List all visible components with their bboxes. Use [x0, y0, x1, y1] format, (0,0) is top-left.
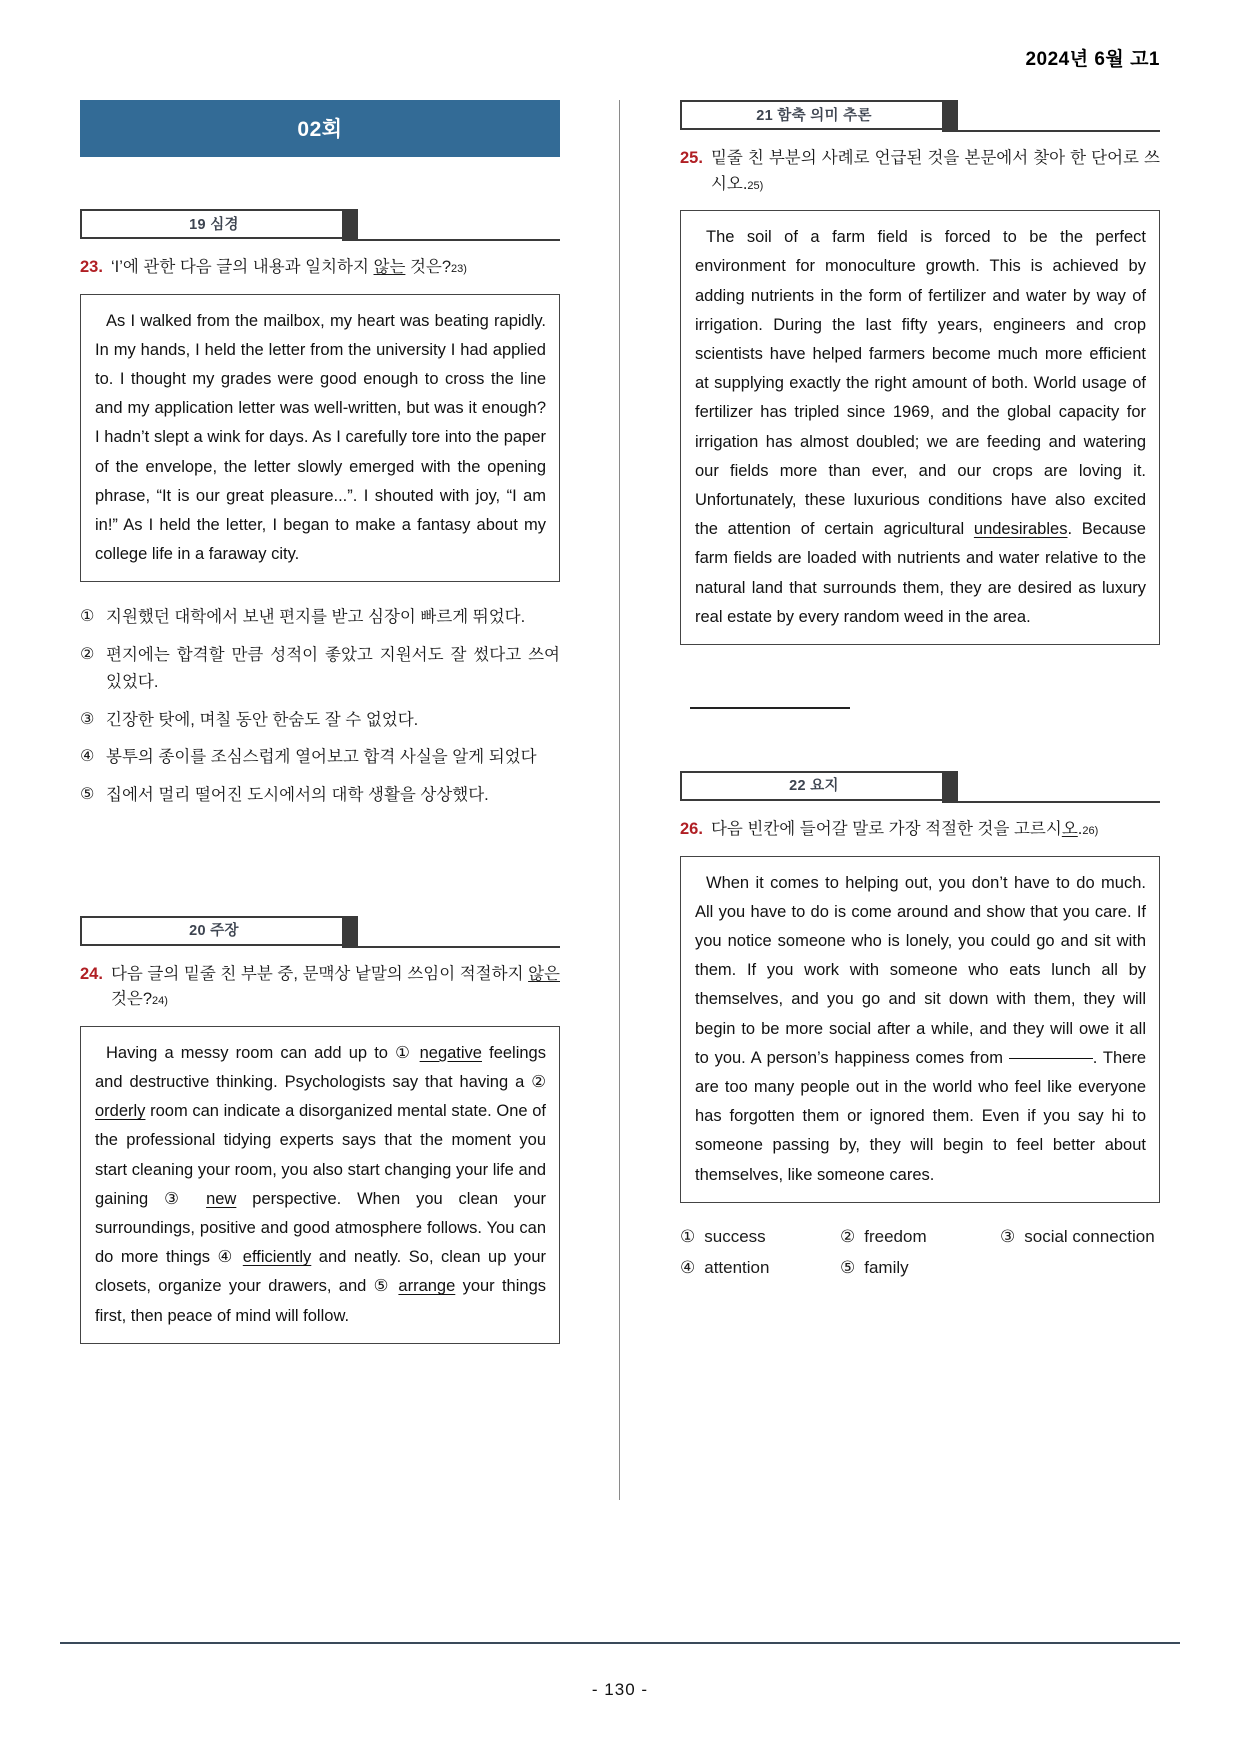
section-tag-block [342, 916, 358, 948]
choice-marker: ① [80, 608, 95, 626]
choice-item[interactable] [80, 707, 560, 734]
page-header-exam-info: 2024년 6월 고1 [1025, 49, 1160, 70]
section-tag-block [342, 209, 358, 241]
passage-box-24: Having a messy room can add up to ① negative feelings and destructive thinking. Psychologists say that having a ② orderly room can indicate a disorganized mental state. One of the professional tidying experts says that the moment you start cleaning your room, you also start changing your life and gaining ③ new perspective. When you clean your surroundings, positive and good atmosphere follows. You can do more things ④ efficiently and neatly. So, clean up your closets, organize your drawers, and ⑤ arrange your things first, then peace of mind will follow. [80, 1026, 560, 1344]
section-tag-rule [356, 946, 560, 948]
section-tag-19 [80, 209, 560, 243]
question-number: 23. [80, 258, 103, 276]
section-tag-block [942, 100, 958, 132]
passage-box-25: The soil of a farm field is forced to be the perfect environment for monoculture growth. This is achieved by adding nutrients in the form of fertilizer and water by way of irrigation. During the last fifty years, engineers and crop scientists have helped farmers become much more efficient at supplying exactly the right amount of both. World usage of fertilizer has tripled since 1969, and the global capacity for irrigation has almost doubled; we are feeding and watering our fields more than ever, and our crops are loving it. Unfortunately, these luxurious conditions have also excited the attention of certain agricultural undesirables. Because farm fields are loaded with nutrients and water relative to the natural land that surrounds them, they are desired as luxury real estate by every random weed in the area. [680, 210, 1160, 645]
question-text: 밑줄 친 부분의 사례로 언급된 것을 본문에서 찾아 한 단어로 쓰시오.25) [710, 149, 1160, 193]
question-prompt-23 [80, 255, 560, 281]
answer-write-line [690, 707, 850, 709]
passage-box-26: When it comes to helping out, you don’t have to do much. All you have to do is come around and show that you care. If you notice someone who is lonely, you could go and sit with them. If you work with someone who eats lunch all by themselves, and you go and sit down with them, they will begin to be more social after a while, and they will owe it all to you. A person’s happiness comes from . There are too many people out in the world who feel like everyone has forgotten them or ignored them. Even if you say hi to someone passing by, they will begin to feel better about themselves, like someone cares. [680, 856, 1160, 1203]
choice-marker: ⑤ [80, 785, 95, 803]
passage-box-23: As I walked from the mailbox, my heart was beating rapidly. In my hands, I held the letter from the university I had applied to. I thought my grades were good enough to cross the line and my application letter was well-written, but was it enough? I hadn’t slept a wink for days. As I carefully tore into the paper of the envelope, the letter slowly emerged with the opening phrase, “It is our great pleasure...”. I shouted with joy, “I am in!” As I held the letter, I began to make a fantasy about my college life in a faraway city. [80, 294, 560, 583]
section-tag-22 [680, 771, 1160, 805]
section-tag-label: 20 주장 [189, 923, 239, 940]
footer-rule [60, 1642, 1180, 1644]
choice-label: attention [704, 1258, 770, 1278]
choice-label: 편지에는 합격할 만큼 성적이 좋았고 지원서도 잘 썼다고 쓰여 있었다. [106, 646, 560, 691]
section-tag-box [680, 100, 948, 130]
section-tag-20 [80, 916, 560, 950]
round-banner: 02회 [80, 100, 560, 157]
section-tag-block [942, 771, 958, 803]
question-number: 25. [680, 149, 703, 167]
section-tag-rule [356, 239, 560, 241]
choice-label: 봉투의 종이를 조심스럽게 열어보고 합격 사실을 알게 되었다 [106, 748, 537, 767]
choice-label: social connection [1024, 1226, 1155, 1246]
question-text: 다음 빈칸에 들어갈 말로 가장 적절한 것을 고르시오.26) [710, 819, 1099, 838]
question-number: 26. [680, 819, 703, 838]
choice-item[interactable] [1000, 1221, 1155, 1252]
question-text: 다음 글의 밑줄 친 부분 중, 문맥상 낱말의 쓰임이 적절하지 않은 것은?24) [110, 964, 560, 1009]
question-prompt-24 [80, 962, 560, 1013]
choice-marker: ③ [80, 710, 95, 728]
choice-row [680, 1221, 1160, 1252]
section-tag-rule [956, 801, 1160, 803]
question-prompt-26 [680, 817, 1160, 843]
choice-marker: ⑤ [840, 1258, 856, 1278]
section-22 [680, 771, 1160, 1284]
section-tag-box [680, 771, 948, 801]
choice-item[interactable] [80, 642, 560, 695]
section-tag-label: 22 요지 [789, 778, 839, 795]
choice-marker: ② [840, 1226, 856, 1246]
section-tag-21 [680, 100, 1160, 134]
question-number: 24. [80, 964, 103, 983]
question-prompt-25 [680, 146, 1160, 197]
choice-list-23 [80, 604, 560, 808]
choice-item[interactable] [680, 1252, 840, 1283]
choice-label: 집에서 멀리 떨어진 도시에서의 대학 생활을 상상했다. [106, 785, 489, 804]
choice-label: family [864, 1258, 909, 1278]
choice-item[interactable] [80, 782, 560, 809]
choice-label: 지원했던 대학에서 보낸 편지를 받고 심장이 빠르게 뛰었다. [106, 608, 526, 627]
choice-marker: ③ [1000, 1226, 1016, 1246]
choice-label: success [704, 1226, 766, 1246]
section-19 [80, 209, 560, 809]
choice-marker: ④ [80, 748, 95, 766]
choice-label: 긴장한 탓에, 며칠 동안 한숨도 잘 수 없었다. [106, 710, 419, 729]
choice-list-26 [680, 1221, 1160, 1284]
choice-item[interactable] [80, 604, 560, 631]
two-column-body [80, 100, 1160, 1540]
right-column [680, 100, 1160, 1540]
choice-marker: ② [80, 646, 95, 664]
section-20 [80, 916, 560, 1344]
choice-item[interactable] [680, 1221, 840, 1252]
choice-item[interactable] [80, 744, 560, 771]
section-tag-label: 19 심경 [189, 216, 239, 233]
column-divider [619, 100, 620, 1500]
section-tag-box [80, 209, 348, 239]
choice-item[interactable] [840, 1221, 1000, 1252]
section-21 [680, 100, 1160, 709]
column-gap [560, 100, 680, 1540]
footer-page-number: - 130 - [591, 1680, 649, 1699]
left-section-spacer [80, 820, 560, 916]
choice-marker: ① [680, 1226, 696, 1246]
choice-label: freedom [864, 1226, 927, 1246]
choice-item[interactable] [840, 1252, 1000, 1283]
choice-row [680, 1252, 1160, 1283]
section-tag-rule [956, 130, 1160, 132]
section-tag-box [80, 916, 348, 946]
question-text: ‘I’에 관한 다음 글의 내용과 일치하지 않는 것은?23) [110, 258, 467, 276]
left-column [80, 100, 560, 1540]
section-tag-label: 21 함축 의미 추론 [756, 107, 872, 124]
choice-marker: ④ [680, 1258, 696, 1278]
